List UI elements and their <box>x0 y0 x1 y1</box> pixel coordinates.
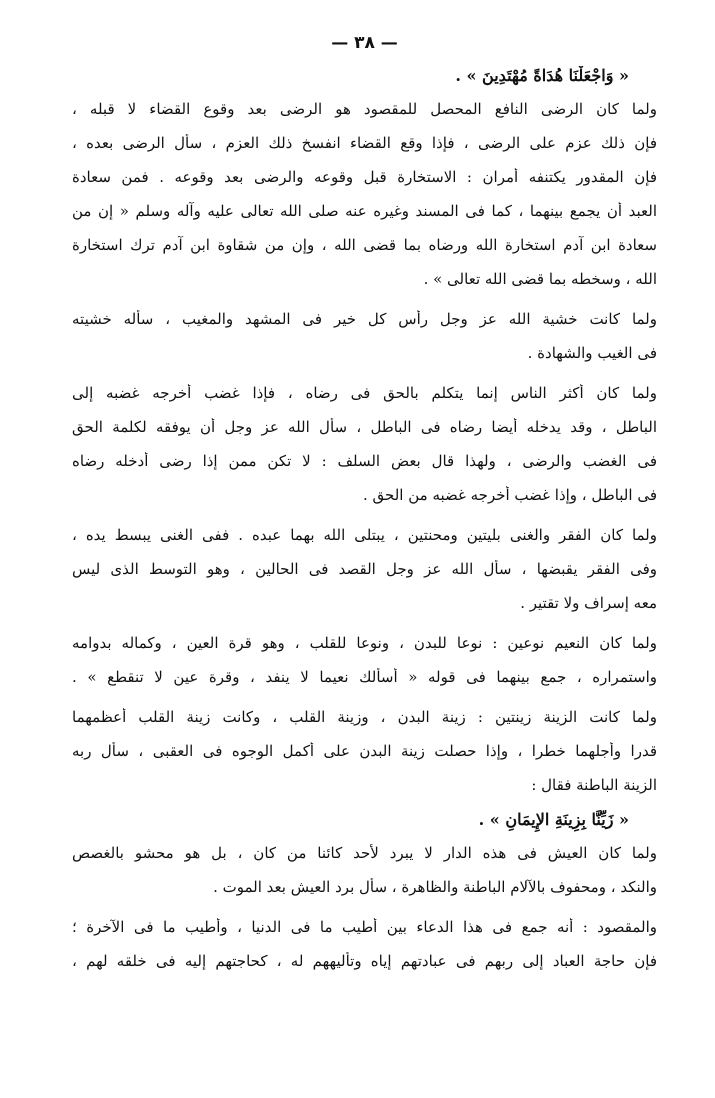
text-line: ولما كانت خشية الله عز وجل رأس كل خير فى المشهد والمغيب ، سأله خشيته <box>72 310 657 328</box>
text-line: واستمراره ، جمع بينهما فى قوله « أسألك نعيما لا ينفد ، وقرة عين لا تنقطع » . <box>72 668 657 686</box>
text-line: فإن المقدور يكتنفه أمران : الاستخارة قبل وقوعه والرضى بعد وقوعه . فمن سعادة <box>72 168 657 186</box>
text-line: الله ، وسخطه بما قضى الله تعالى » . <box>423 270 657 288</box>
text-line: الزينة الباطنة فقال : <box>531 776 657 794</box>
text-line: الباطل ، وقد يدخله أيضا رضاه فى الباطل ، سأل الله عز وجل أن يوفقه لكلمة الحق <box>72 418 657 436</box>
text-line: فإن حاجة العباد إلى ربهم فى عبادتهم إياه وتأليههم له ، كحاجتهم إليه فى خلقه لهم ، <box>72 952 657 970</box>
text-line: وفى الفقر يقبضها ، سأل الله عز وجل القصد فى الحالين ، وهو التوسط الذى ليس <box>72 560 657 578</box>
page-number: — ٣٨ — <box>331 33 398 53</box>
text-line: معه إسراف ولا تقتير . <box>520 594 657 612</box>
text-line: فإن ذلك عزم على الرضى ، فإذا وقع القضاء انفسخ ذلك العزم ، سأل الرضى بعده ، <box>72 134 657 152</box>
text-line: سعادة ابن آدم استخارة الله ورضاه بما قضى الله ، وإن من شقاوة ابن آدم ترك استخارة <box>72 236 657 254</box>
text-line: والمقصود : أنه جمع فى هذا الدعاء بين أطيب ما فى الدنيا ، وأطيب ما فى الآخرة ؛ <box>72 918 657 936</box>
text-line: العبد أن يجمع بينهما ، كما فى المسند وغيره عنه صلى الله تعالى عليه وآله وسلم « إن من <box>72 202 657 220</box>
text-line: ولما كانت الزينة زينتين : زينة البدن ، وزينة القلب ، وكانت زينة القلب أعظمهما <box>72 708 657 726</box>
text-line: ولما كان النعيم نوعين : نوعا للبدن ، ونوعا للقلب ، وهو قرة العين ، وكماله بدوامه <box>72 634 657 652</box>
text-line: فى الباطل ، وإذا غضب أخرجه غضبه من الحق . <box>362 486 657 504</box>
verse-line: « وَاجْعَلْنَا هُدَاةً مُهْتَدِينَ » . <box>455 66 629 85</box>
verse-line: « زَيِّنَّا بِزِينَةِ الإِيمَانِ » . <box>478 810 629 829</box>
text-line: فى الغيب والشهادة . <box>527 344 657 362</box>
text-line: ولما كان أكثر الناس إنما يتكلم بالحق فى رضاه ، فإذا غضب أخرجه غضبه إلى <box>72 384 657 402</box>
text-line: ولما كان العيش فى هذه الدار لا يبرد لأحد كائنا من كان ، بل هو محشو بالغصص <box>72 844 657 862</box>
text-line: ولما كان الرضى النافع المحصل للمقصود هو الرضى بعد وقوع القضاء لا قبله ، <box>72 100 657 118</box>
text-line: والنكد ، ومحفوف بالآلام الباطنة والظاهرة ، سأل برد العيش بعد الموت . <box>213 878 657 896</box>
text-line: قدرا وأجلهما خطرا ، وإذا حصلت زينة البدن على أكمل الوجوه فى العقبى ، سأل ربه <box>72 742 657 760</box>
text-line: فى الغضب والرضى ، ولهذا قال بعض السلف : لا تكن ممن إذا رضى أدخله رضاه <box>72 452 657 470</box>
text-line: ولما كان الفقر والغنى بليتين ومحنتين ، يبتلى الله بهما عبده . ففى الغنى يبسط يده ، <box>72 526 657 544</box>
